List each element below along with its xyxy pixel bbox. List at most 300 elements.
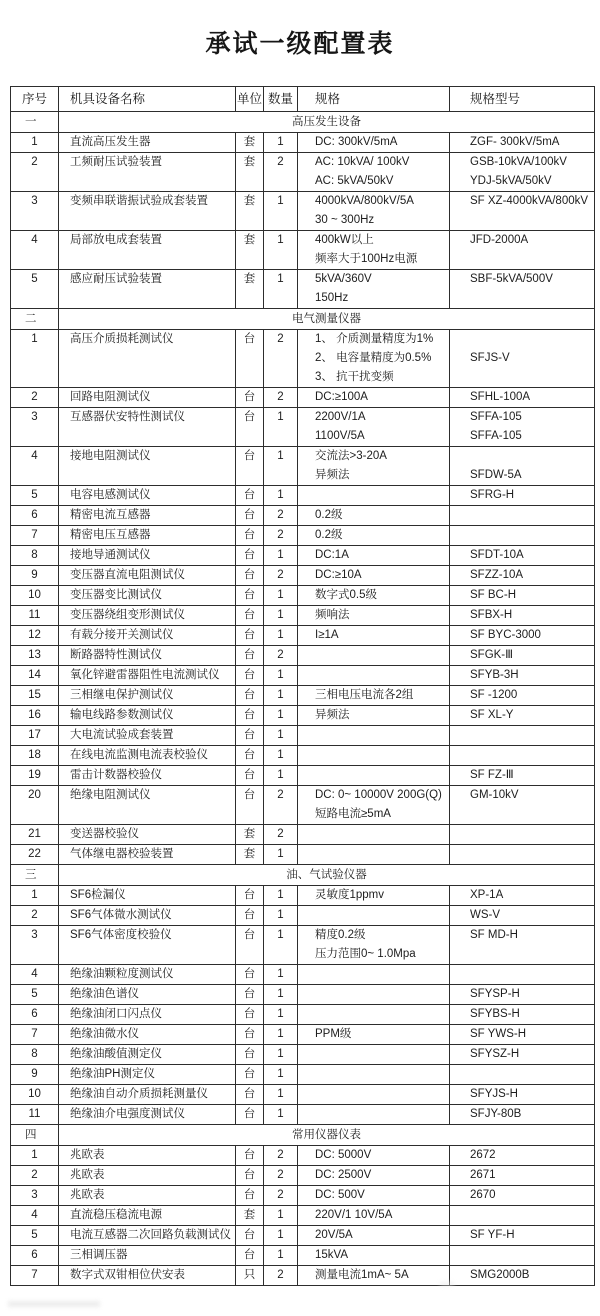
cell-index [11, 1226, 59, 1245]
equipment-name: 感应耐压试验装置 [70, 273, 162, 285]
model-line: SF BYC-3000 [470, 629, 541, 641]
cell-qty [264, 646, 298, 665]
row-index: 4 [31, 450, 38, 462]
equipment-name: 直流高压发生器 [70, 136, 151, 148]
cell-name [59, 586, 236, 605]
quantity-value: 1 [277, 1048, 284, 1060]
equipment-name: 有载分接开关测试仪 [70, 629, 174, 641]
equipment-table [10, 86, 595, 1286]
spec-line: 2、 电容量精度为0.5% [315, 352, 432, 364]
cell-unit [236, 506, 264, 525]
cell-name [59, 886, 236, 905]
table-row [11, 1206, 594, 1226]
unit-value: 套 [243, 234, 256, 246]
spec-line: 4000kVA/800kV/5A [315, 195, 414, 207]
unit-value: 套 [243, 828, 256, 840]
model-line: SFYBS-H [470, 1008, 520, 1020]
cell-model [450, 153, 594, 191]
cell-model [450, 1186, 594, 1205]
cell-spec [298, 1266, 450, 1285]
cell-unit [236, 231, 264, 269]
equipment-name: 变频串联谐振试验成套装置 [70, 195, 208, 207]
cell-name [59, 746, 236, 765]
row-index: 9 [31, 569, 38, 581]
equipment-name: 在线电流监测电流表校验仪 [70, 749, 208, 761]
spec-line: AC: 5kVA/50kV [315, 175, 394, 187]
row-index: 11 [28, 1108, 41, 1120]
model-line: SFDT-10A [470, 549, 524, 561]
cell-model [450, 1166, 594, 1185]
equipment-name: 绝缘油颗粒度测试仪 [70, 968, 174, 980]
cell-spec [298, 825, 450, 844]
equipment-name: 氧化锌避雷器阻性电流测试仪 [70, 669, 220, 681]
cell-model [450, 586, 594, 605]
row-index: 6 [31, 1249, 38, 1261]
cell-unit [236, 192, 264, 230]
cell-name [59, 447, 236, 485]
cell-model [450, 1266, 594, 1285]
cell-unit [236, 906, 264, 925]
spec-line: I≥1A [315, 629, 339, 641]
cell-spec [298, 786, 450, 824]
cell-index [11, 408, 59, 446]
row-index: 7 [31, 529, 38, 541]
cell-index [11, 133, 59, 152]
quantity-value: 2 [277, 333, 284, 345]
table-row [11, 706, 594, 726]
cell-name [59, 330, 236, 387]
unit-value: 台 [243, 1088, 256, 1100]
cell-spec [298, 1045, 450, 1064]
section-row [11, 865, 594, 886]
cell-index [11, 1166, 59, 1185]
row-index: 10 [28, 589, 41, 601]
cell-qty [264, 566, 298, 585]
row-index: 10 [28, 1088, 41, 1100]
quantity-value: 2 [277, 1149, 284, 1161]
cell-spec [298, 153, 450, 191]
cell-name [59, 845, 236, 864]
cell-unit [236, 786, 264, 824]
cell-name [59, 231, 236, 269]
header-label: 规格型号 [470, 92, 521, 106]
cell-name [59, 825, 236, 844]
cell-qty [264, 906, 298, 925]
equipment-name: SF6气体密度校验仪 [70, 929, 172, 941]
cell-unit [236, 1065, 264, 1084]
cell-model [450, 447, 594, 485]
equipment-name: 绝缘油微水仪 [70, 1028, 139, 1040]
cell-qty [264, 1005, 298, 1024]
cell-qty [264, 506, 298, 525]
quantity-value: 1 [277, 1008, 284, 1020]
spec-line: 0.2级 [315, 529, 343, 541]
table-row [11, 666, 594, 686]
equipment-name: 绝缘油闭口闪点仪 [70, 1008, 162, 1020]
cell-qty [264, 546, 298, 565]
equipment-name: 三相继电保护测试仪 [70, 689, 174, 701]
unit-value: 套 [243, 195, 256, 207]
cell-model [450, 965, 594, 984]
cell-unit [236, 746, 264, 765]
unit-value: 台 [243, 549, 256, 561]
quantity-value: 2 [277, 391, 284, 403]
cell-name [59, 1186, 236, 1205]
unit-value: 台 [243, 929, 256, 941]
cell-model [450, 506, 594, 525]
cell-model [450, 1005, 594, 1024]
cell-index [11, 686, 59, 705]
quantity-value: 1 [277, 136, 284, 148]
table-row [11, 546, 594, 566]
quantity-value: 1 [277, 968, 284, 980]
cell-spec [298, 606, 450, 625]
quantity-value: 2 [277, 569, 284, 581]
equipment-name: 气体继电器校验装置 [70, 848, 174, 860]
cell-name [59, 1206, 236, 1225]
cell-unit [236, 566, 264, 585]
cell-model [450, 388, 594, 407]
quantity-value: 1 [277, 450, 284, 462]
cell-unit [236, 1085, 264, 1104]
cell-spec [298, 192, 450, 230]
cell-model [450, 1085, 594, 1104]
row-index: 9 [31, 1068, 38, 1080]
unit-value: 台 [243, 391, 256, 403]
table-row [11, 646, 594, 666]
cell-name [59, 646, 236, 665]
model-line: SFRG-H [470, 489, 515, 501]
unit-value: 台 [243, 968, 256, 980]
cell-index [11, 626, 59, 645]
unit-value: 台 [243, 729, 256, 741]
cell-qty [264, 270, 298, 308]
row-index: 2 [31, 909, 38, 921]
model-line [450, 330, 594, 349]
cell-unit [236, 270, 264, 308]
row-index: 8 [31, 549, 38, 561]
cell-model [450, 606, 594, 625]
cell-unit [236, 825, 264, 844]
cell-unit [236, 886, 264, 905]
equipment-name: 电容电感测试仪 [70, 489, 151, 501]
table-row [11, 526, 594, 546]
table-header-row [11, 87, 594, 112]
cell-qty [264, 1166, 298, 1185]
model-line: SF XZ-4000kVA/800kV [470, 195, 589, 207]
model-line: SF XL-Y [470, 709, 514, 721]
spec-line: DC:≥100A [315, 391, 368, 403]
spec-line: DC:≥10A [315, 569, 362, 581]
cell-unit [236, 586, 264, 605]
cell-unit [236, 845, 264, 864]
cell-qty [264, 626, 298, 645]
header-cell [298, 87, 450, 111]
cell-spec [298, 906, 450, 925]
cell-qty [264, 965, 298, 984]
cell-model [450, 786, 594, 824]
cell-spec [298, 965, 450, 984]
row-index: 5 [31, 1229, 38, 1241]
table-row [11, 388, 594, 408]
cell-spec [298, 686, 450, 705]
cell-unit [236, 1166, 264, 1185]
cell-qty [264, 926, 298, 964]
cell-name [59, 1045, 236, 1064]
row-index: 5 [31, 988, 38, 1000]
model-line: SF YF-H [470, 1229, 515, 1241]
cell-name [59, 666, 236, 685]
table-row [11, 985, 594, 1005]
section-title-label: 常用仪器仪表 [292, 1129, 361, 1141]
unit-value: 台 [243, 1008, 256, 1020]
table-row [11, 965, 594, 985]
cell-unit [236, 1146, 264, 1165]
cell-index [11, 447, 59, 485]
section-title [59, 309, 594, 329]
cell-qty [264, 845, 298, 864]
table-row [11, 606, 594, 626]
cell-qty [264, 1146, 298, 1165]
row-index: 7 [31, 1269, 38, 1281]
cell-spec [298, 447, 450, 485]
table-row [11, 746, 594, 766]
section-marker-label: 三 [25, 869, 37, 881]
spec-line: DC:1A [315, 549, 349, 561]
scan-smudge [440, 1282, 454, 1286]
cell-model [450, 192, 594, 230]
cell-spec [298, 486, 450, 505]
quantity-value: 1 [277, 411, 284, 423]
spec-line: 压力范围0~ 1.0Mpa [315, 948, 416, 960]
cell-unit [236, 1186, 264, 1205]
model-line: SF FZ-Ⅲ [470, 769, 514, 781]
unit-value: 台 [243, 889, 256, 901]
model-line: 2671 [470, 1169, 496, 1181]
cell-qty [264, 766, 298, 785]
model-line: 2670 [470, 1189, 496, 1201]
row-index: 6 [31, 509, 38, 521]
cell-model [450, 626, 594, 645]
quantity-value: 2 [277, 509, 284, 521]
unit-value: 套 [243, 1209, 256, 1221]
equipment-name: 兆欧表 [70, 1189, 105, 1201]
cell-model [450, 566, 594, 585]
equipment-name: 三相调压器 [70, 1249, 128, 1261]
cell-qty [264, 1226, 298, 1245]
section-row [11, 112, 594, 133]
model-line: SFDW-5A [470, 469, 522, 481]
cell-model [450, 686, 594, 705]
quantity-value: 1 [277, 729, 284, 741]
table-row [11, 1065, 594, 1085]
row-index: 6 [31, 1008, 38, 1020]
cell-unit [236, 1005, 264, 1024]
cell-name [59, 506, 236, 525]
unit-value: 台 [243, 450, 256, 462]
cell-name [59, 153, 236, 191]
cell-model [450, 1206, 594, 1225]
unit-value: 台 [243, 769, 256, 781]
cell-index [11, 1065, 59, 1084]
quantity-value: 1 [277, 848, 284, 860]
quantity-value: 1 [277, 609, 284, 621]
equipment-name: 精密电流互感器 [70, 509, 151, 521]
table-row [11, 486, 594, 506]
spec-line: 30 ~ 300Hz [315, 214, 375, 226]
cell-spec [298, 408, 450, 446]
cell-qty [264, 1105, 298, 1124]
cell-qty [264, 1266, 298, 1285]
row-index: 22 [28, 848, 41, 860]
quantity-value: 1 [277, 234, 284, 246]
spec-line: 1、 介质测量精度为1% [315, 333, 434, 345]
cell-index [11, 586, 59, 605]
cell-spec [298, 270, 450, 308]
cell-qty [264, 1246, 298, 1265]
cell-name [59, 626, 236, 645]
cell-unit [236, 926, 264, 964]
cell-unit [236, 766, 264, 785]
cell-name [59, 1226, 236, 1245]
cell-unit [236, 486, 264, 505]
spec-line: 频率大于100Hz电源 [315, 253, 418, 265]
quantity-value: 1 [277, 669, 284, 681]
model-line: SFYSZ-H [470, 1048, 520, 1060]
cell-name [59, 1065, 236, 1084]
spec-line: 5kVA/360V [315, 273, 372, 285]
row-index: 5 [31, 273, 38, 285]
equipment-name: 接地电阻测试仪 [70, 450, 151, 462]
cell-model [450, 726, 594, 745]
row-index: 15 [28, 689, 41, 701]
section-marker [11, 112, 59, 132]
spec-line: DC: 5000V [315, 1149, 372, 1161]
unit-value: 台 [243, 411, 256, 423]
cell-unit [236, 330, 264, 387]
unit-value: 台 [243, 333, 256, 345]
model-line: SFBX-H [470, 609, 513, 621]
spec-line: DC: 300kV/5mA [315, 136, 398, 148]
unit-value: 台 [243, 909, 256, 921]
row-index: 18 [28, 749, 41, 761]
table-row [11, 726, 594, 746]
cell-unit [236, 388, 264, 407]
section-title [59, 112, 594, 132]
cell-name [59, 1266, 236, 1285]
cell-spec [298, 1005, 450, 1024]
cell-name [59, 926, 236, 964]
cell-qty [264, 1085, 298, 1104]
cell-index [11, 388, 59, 407]
equipment-name: 绝缘电阻测试仪 [70, 789, 151, 801]
equipment-name: 绝缘油介电强度测试仪 [70, 1108, 185, 1120]
section-marker [11, 309, 59, 329]
unit-value: 台 [243, 988, 256, 1000]
spec-line: 精度0.2级 [315, 929, 366, 941]
quantity-value: 1 [277, 909, 284, 921]
spec-line: DC: 0~ 10000V 200G(Q) [315, 789, 442, 801]
cell-index [11, 566, 59, 585]
model-line: SFHL-100A [470, 391, 531, 403]
cell-unit [236, 1246, 264, 1265]
section-title-label: 高压发生设备 [292, 116, 361, 128]
table-row [11, 1045, 594, 1065]
table-row [11, 825, 594, 845]
cell-qty [264, 526, 298, 545]
cell-unit [236, 133, 264, 152]
table-row [11, 626, 594, 646]
cell-spec [298, 1146, 450, 1165]
cell-index [11, 526, 59, 545]
quantity-value: 1 [277, 629, 284, 641]
unit-value: 台 [243, 749, 256, 761]
cell-qty [264, 1206, 298, 1225]
row-index: 4 [31, 234, 38, 246]
equipment-name: 电流互感器二次回路负载测试仪 [70, 1229, 231, 1241]
cell-name [59, 686, 236, 705]
cell-qty [264, 726, 298, 745]
cell-model [450, 133, 594, 152]
equipment-name: SF6气体微水测试仪 [70, 909, 172, 921]
unit-value: 台 [243, 689, 256, 701]
row-index: 20 [28, 789, 41, 801]
cell-name [59, 192, 236, 230]
cell-name [59, 786, 236, 824]
spec-line: 灵敏度1ppmv [315, 889, 385, 901]
model-line: SF -1200 [470, 689, 518, 701]
quantity-value: 2 [277, 1269, 284, 1281]
unit-value: 台 [243, 709, 256, 721]
table-row [11, 192, 594, 231]
quantity-value: 1 [277, 749, 284, 761]
cell-qty [264, 133, 298, 152]
unit-value: 套 [243, 156, 256, 168]
cell-unit [236, 606, 264, 625]
unit-value: 台 [243, 1249, 256, 1261]
quantity-value: 2 [277, 649, 284, 661]
quantity-value: 1 [277, 1108, 284, 1120]
spec-line: 0.2级 [315, 509, 343, 521]
spec-line: 1100V/5A [315, 430, 365, 442]
cell-model [450, 270, 594, 308]
cell-unit [236, 686, 264, 705]
cell-spec [298, 746, 450, 765]
quantity-value: 1 [277, 1209, 284, 1221]
row-index: 4 [31, 1209, 38, 1221]
cell-model [450, 845, 594, 864]
quantity-value: 1 [277, 889, 284, 901]
row-index: 14 [28, 669, 41, 681]
table-row [11, 447, 594, 486]
table-row [11, 906, 594, 926]
cell-index [11, 506, 59, 525]
model-line: WS-V [470, 909, 501, 921]
table-row [11, 1186, 594, 1206]
unit-value: 台 [243, 1048, 256, 1060]
header-label: 序号 [21, 92, 47, 106]
row-index: 19 [28, 769, 41, 781]
model-line: SFFA-105 [470, 430, 522, 442]
equipment-name: 绝缘油色谱仪 [70, 988, 139, 1000]
model-line: ZGF- 300kV/5mA [470, 136, 560, 148]
unit-value: 套 [243, 848, 256, 860]
equipment-name: 断路器特性测试仪 [70, 649, 162, 661]
equipment-name: 绝缘油PH测定仪 [70, 1068, 155, 1080]
section-marker [11, 865, 59, 885]
cell-index [11, 192, 59, 230]
table-row [11, 1105, 594, 1125]
